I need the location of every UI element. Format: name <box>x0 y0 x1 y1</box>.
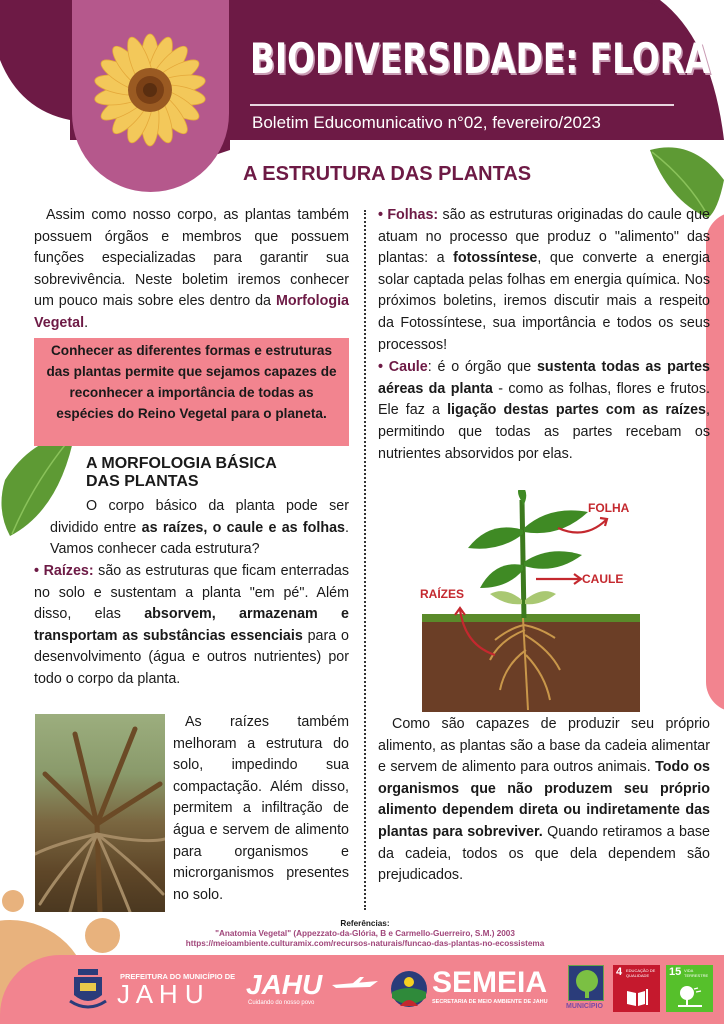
prefeitura-jahu: J A H U <box>117 979 204 1009</box>
ods-4-badge: 4 EDUCAÇÃO DE QUALIDADE <box>613 965 660 1012</box>
roots-paragraph-wrap <box>34 561 349 691</box>
roots-paragraph: • Raízes: são as estruturas que ficam enterradas no solo e sustentam a planta "em pé". Além disso, elas absorvem, armazenam e transportam as substâncias essenciais para o desenvolvimento (água e outros nutrientes) por todo o corpo da planta. <box>34 563 349 687</box>
right-column <box>378 205 710 465</box>
references-title: Referências: <box>340 919 390 928</box>
reference-2[interactable]: https://meioambiente.culturamix.com/recursos-naturais/funcao-das-plantas-no-ecossistema <box>185 939 545 948</box>
ods-15-badge: 15 VIDA TERRESTRE <box>666 965 713 1012</box>
section-heading: A MORFOLOGIA BÁSICA DAS PLANTAS <box>86 455 277 490</box>
jahu-tagline: Cuidando do nosso povo <box>248 1000 315 1006</box>
footer <box>0 955 724 1024</box>
prefeitura-label: PREFEITURA DO MUNICÍPIO DE <box>120 972 236 981</box>
header-title: BIODIVERSIDADE: FLORA <box>250 34 711 83</box>
jahu-logo: JAHU <box>246 969 323 1000</box>
bullet: • <box>378 359 389 376</box>
left-column <box>34 205 349 335</box>
label-caule: CAULE <box>582 572 624 586</box>
bullet: • <box>378 207 388 223</box>
basic-paragraph-wrap <box>50 496 349 561</box>
header-rule <box>250 104 674 106</box>
column-divider <box>364 210 366 910</box>
municipio-label: MUNICÍPIO <box>566 1003 603 1010</box>
food-chain-paragraph: Como são capazes de produzir seu próprio alimento, as plantas são a base da cadeia alimentar e servem de alimento para outros animais. Todo os organismos que não produzem seu próprio alimento dependem direta ou indiretamente das plantas para sobreviver. Quando retiramos a base da cadeia, todos os que dela dependem são prejudicados. <box>378 716 711 884</box>
stem-paragraph: • Caule: é o órgão que sustenta todas as partes aéreas da planta - como as folhas, flores e frutos. Ele faz a ligação destas partes com as raízes, permitindo que todas as partes recebam os nutrientes absorvidos por elas. <box>378 359 711 462</box>
header-subtitle: Boletim Educomunicativo n°02, fevereiro/2023 <box>252 113 601 132</box>
stem-label: Caule <box>388 359 428 376</box>
bullet: • <box>34 563 44 579</box>
tree-icon <box>676 983 704 1009</box>
reference-1: "Anatomia Vegetal" (Appezzato-da-Glória, B e Carmello-Guerreiro, S.M.) 2003 <box>215 929 515 938</box>
label-folha: FOLHA <box>588 501 630 515</box>
decorative-circle <box>2 890 24 912</box>
tree-roots-photo <box>35 714 165 912</box>
intro-paragraph: Assim como nosso corpo, as plantas também possuem órgãos e membros que possuem funções especializadas para garantir sua sobrevivência. Neste boletim iremos conhecer um pouco mais sobre eles dentro da Morfologia Vegetal. <box>34 207 349 331</box>
references <box>110 919 620 949</box>
semeia-tagline: SECRETARIA DE MEIO AMBIENTE DE JAHU <box>432 999 548 1005</box>
leaves-paragraph: • Folhas: são as estruturas originadas do caule que atuam no processo que produz o "alimento" das plantas: a fotossíntese, que converte a energia solar captada pelas folhas em energia química. Nos próximos boletins, iremos discutir mais a respeito da Fotossíntese, sua importância e todos os seus processos! <box>378 207 710 353</box>
roots-extra-paragraph: As raízes também melhoram a estrutura do solo, impedindo sua compactação. Além disso, permitem a infiltração de água e servem de alimento para organismos e microrganismos presentes no solo. <box>173 714 349 903</box>
basic-paragraph: O corpo básico da planta pode ser dividido entre as raízes, o caule e as folhas. Vamos conhecer cada estrutura? <box>50 498 349 558</box>
semeia-logo-icon <box>390 970 428 1008</box>
semeia-logo: SEMEIA <box>432 966 548 999</box>
plant-structure-diagram <box>410 490 650 712</box>
roots-extra-wrap <box>173 712 349 906</box>
page-title: A ESTRUTURA DAS PLANTAS <box>243 163 532 185</box>
roots-label: Raízes: <box>43 563 94 579</box>
highlight-morfologia: Morfologia Vegetal <box>34 293 349 331</box>
municipio-verde-azul-badge <box>568 965 604 1001</box>
food-paragraph-wrap <box>378 714 710 887</box>
label-raizes: RAÍZES <box>420 587 465 601</box>
callout-box: Conhecer as diferentes formas e estruturas das plantas permite que sejamos capazes de reconhecer a importância de todas as espécies do Reino Vegetal para o planeta. <box>34 338 349 446</box>
sunflower-icon <box>90 30 210 150</box>
coat-of-arms-icon <box>68 967 108 1011</box>
airplane-icon <box>330 975 380 995</box>
leaves-label: Folhas: <box>387 207 439 223</box>
book-icon <box>625 987 649 1007</box>
